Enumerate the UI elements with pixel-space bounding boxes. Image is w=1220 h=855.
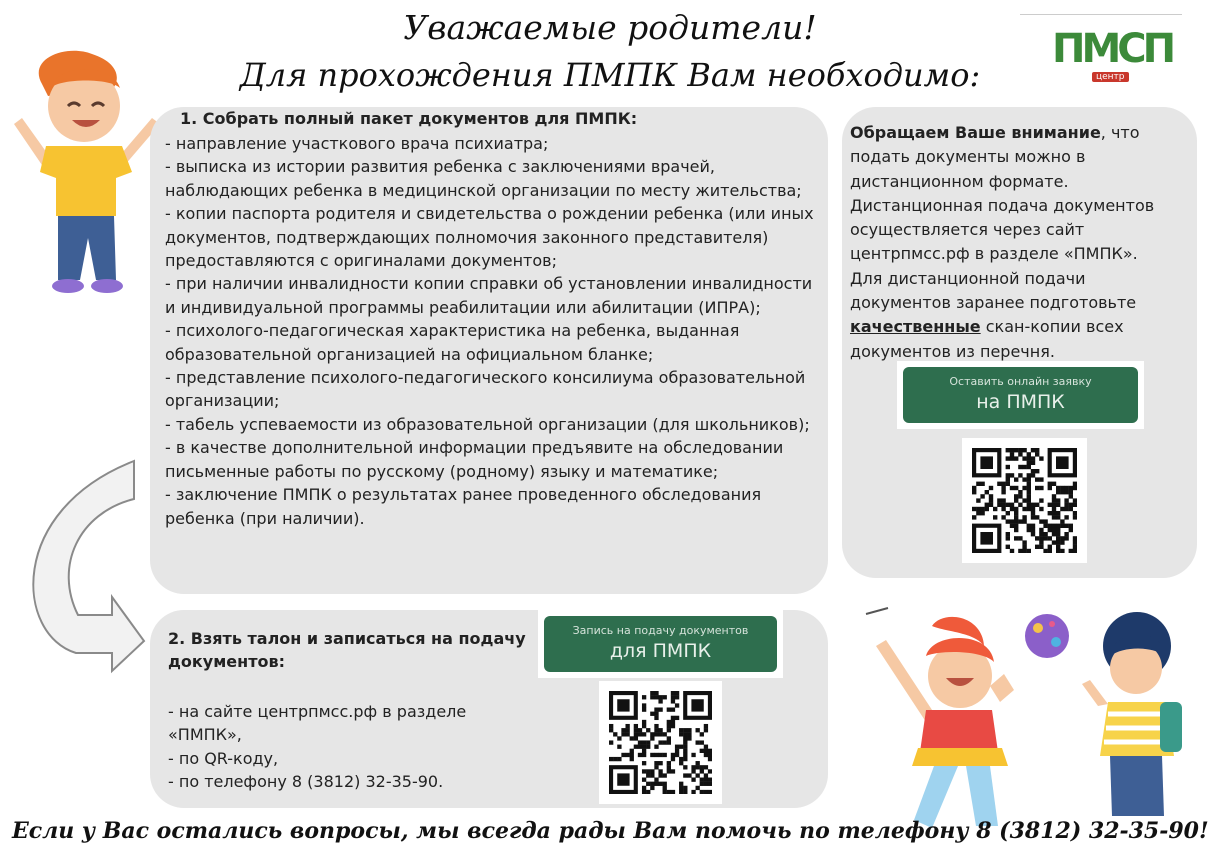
appointment-button-caption: Запись на подачу документов xyxy=(572,624,749,637)
logo-subtitle: центр xyxy=(1092,72,1129,82)
header-title: Уважаемые родители! xyxy=(403,8,817,47)
header-subtitle: Для прохождения ПМПК Вам необходимо: xyxy=(239,56,981,94)
list-item: - в качестве дополнительной информации предъявите на обследовании письменные работы по русскому (родному) языку и математике; xyxy=(165,438,784,481)
online-request-button-frame xyxy=(897,361,1144,429)
list-item: - при наличии инвалидности копии справки об установлении инвалидности и индивидуальной программы реабилитации или абилитации (ИПРА); xyxy=(165,274,813,317)
appointment-qr-frame xyxy=(599,681,722,804)
remote-submission-text xyxy=(850,121,1170,364)
list-item: - направление участкового врача психиатра; xyxy=(165,134,549,153)
online-request-caption: Оставить онлайн заявку xyxy=(949,375,1092,388)
list-item: - выписка из истории развития ребенка с заключениями врачей, наблюдающих ребенка в медицинской организации по месту жительства; xyxy=(165,157,802,200)
appointment-button-frame xyxy=(538,610,783,678)
qr-code-icon[interactable] xyxy=(609,691,712,794)
remote-text-part1: , что подать документы можно в дистанционном формате. Дистанционная подача документов осуществляется через сайт центрпмсс.рф в разделе «ПМПК». Для дистанционной подачи документов заранее подготовьте xyxy=(850,123,1155,313)
list-item: - психолого-педагогическая характеристика на ребенка, выданная образовательной организацией на официальном бланке; xyxy=(165,321,740,364)
curved-arrow-icon xyxy=(20,455,148,675)
logo-divider xyxy=(1020,14,1182,15)
appointment-heading: 2. Взять талон и записаться на подачу документов: xyxy=(168,629,526,671)
qr-code-icon[interactable] xyxy=(972,448,1077,553)
documents-card xyxy=(150,107,828,594)
online-request-label: на ПМПК xyxy=(976,391,1065,413)
list-item: - представление психолого-педагогического консилиума образовательной организации; xyxy=(165,368,806,411)
quality-emphasis: качественные xyxy=(850,317,981,337)
logo-text: ПМСП xyxy=(1052,26,1173,72)
list-item: - копии паспорта родителя и свидетельства о рождении ребенка (или иных документов, подтверждающих полномочия законного представителя) предоставляются с оригиналами документов; xyxy=(165,204,814,271)
appointment-button-label: для ПМПК xyxy=(609,640,712,662)
list-item: - табель успеваемости из образовательной организации (для школьников); xyxy=(165,414,810,434)
documents-heading: 1. Собрать полный пакет документов для ПМПК: xyxy=(180,109,638,128)
children-illustration xyxy=(862,606,1202,846)
online-request-button[interactable] xyxy=(903,367,1138,423)
list-item: - по QR-коду, xyxy=(168,748,279,768)
boy-illustration xyxy=(12,48,162,296)
logo xyxy=(1052,26,1177,88)
footer-help-text: Если у Вас остались вопросы, мы всегда рады Вам помочь по телефону 8 (3812) 32-35-90! xyxy=(12,818,1209,844)
list-item: - заключение ПМПК о результатах ранее проведенного обследования ребенка (при наличии). xyxy=(165,485,762,528)
documents-list xyxy=(165,132,825,530)
list-item: - на сайте центрпмсс.рф в разделе «ПМПК», xyxy=(168,702,467,745)
online-request-qr-frame xyxy=(962,438,1087,563)
appointment-button[interactable] xyxy=(544,616,777,672)
list-item: - по телефону 8 (3812) 32-35-90. xyxy=(168,772,444,792)
remote-text-part2: скан-копии всех документов из перечня. xyxy=(850,317,1124,361)
attention-lead: Обращаем Ваше внимание xyxy=(850,123,1101,142)
appointment-list xyxy=(168,700,488,794)
